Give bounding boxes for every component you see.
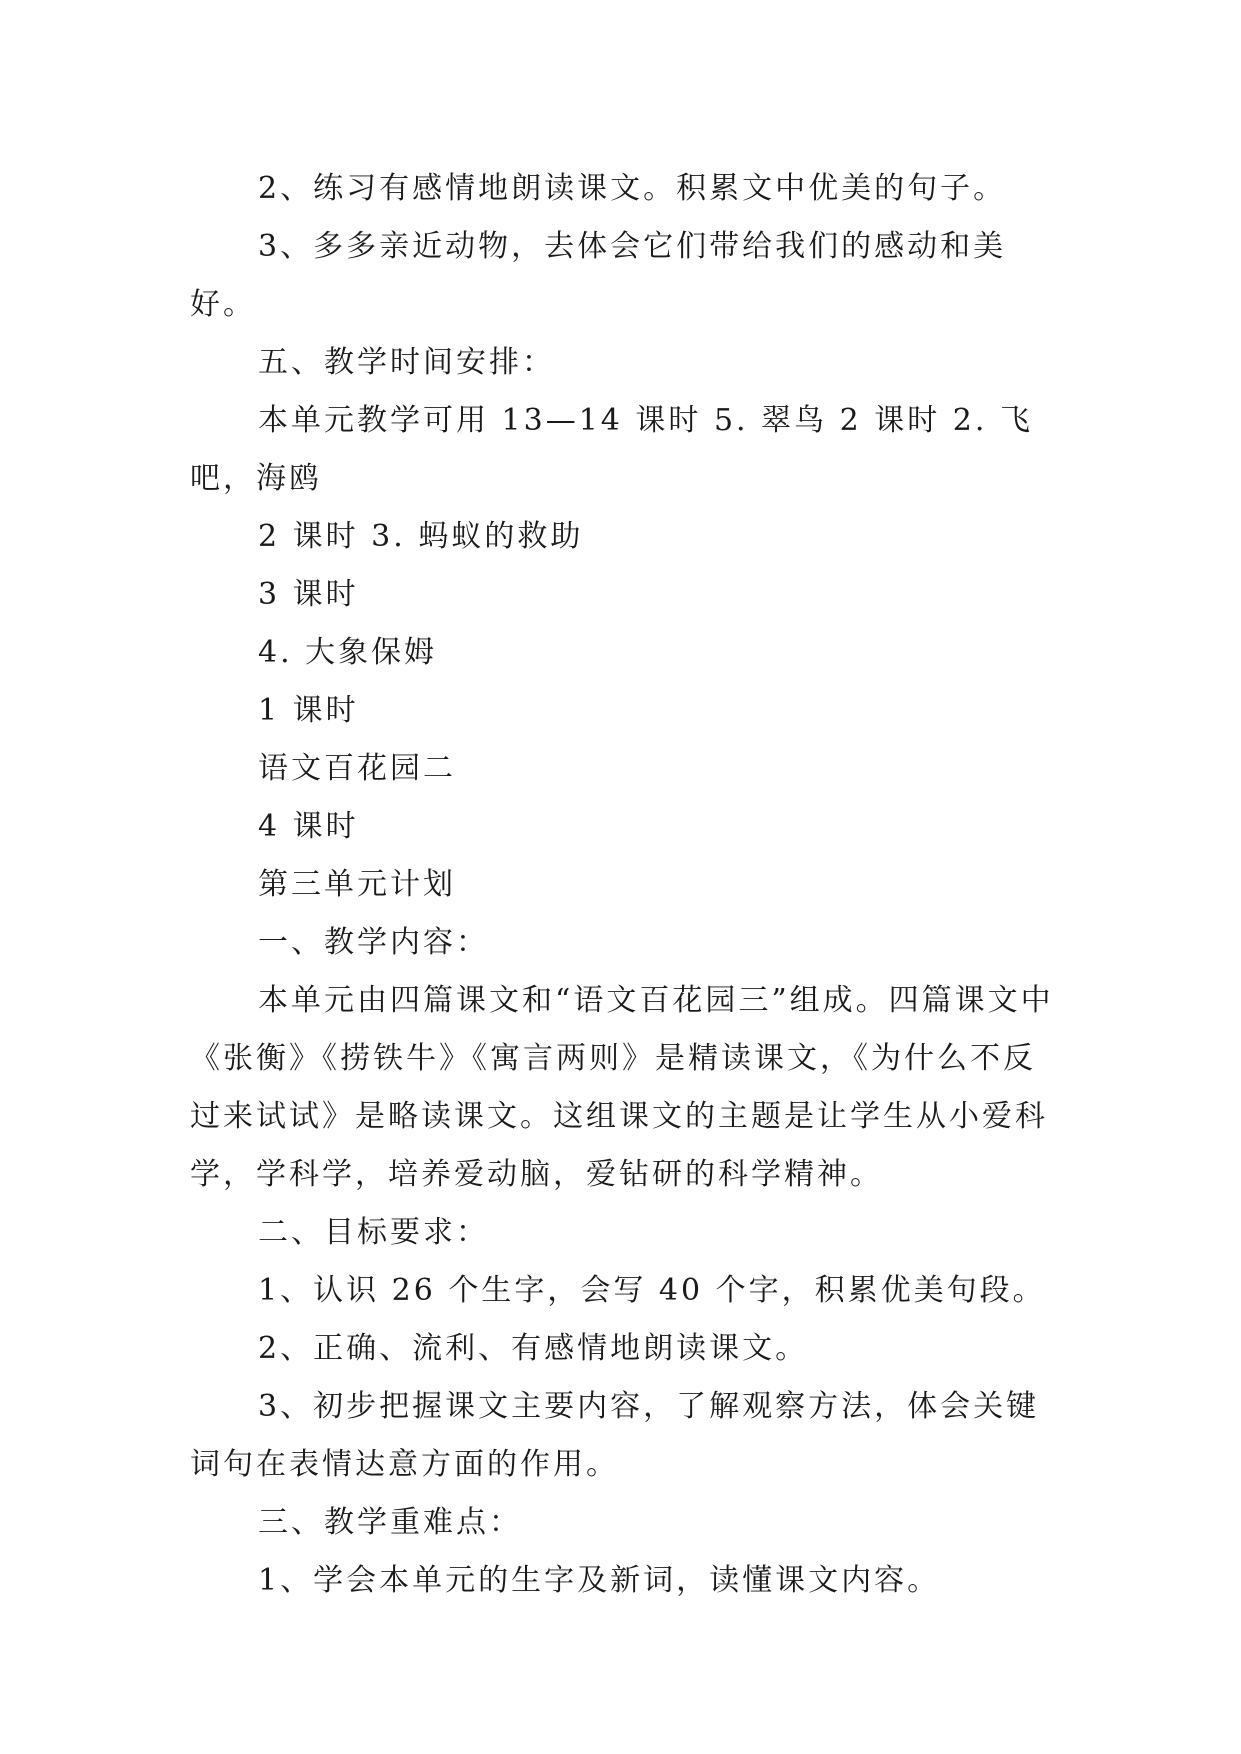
- heading-key-difficulties: 三、教学重难点：: [258, 1505, 522, 1540]
- paragraph-schedule-line-2: 3 课时: [258, 577, 359, 612]
- paragraph-schedule-line-5: 语文百花园二: [258, 751, 456, 786]
- paragraph-requirement-3: 3、初步把握课文主要内容，了解观察方法，体会关键词句在表情达意方面的作用。: [190, 1389, 1040, 1482]
- heading-unit-3-plan: 第三单元计划: [258, 867, 456, 902]
- paragraph-difficulty-1: 1、学会本单元的生字及新词，读懂课文内容。: [258, 1563, 941, 1598]
- paragraph-schedule-line-6: 4 课时: [258, 809, 359, 844]
- paragraph-requirement-1: 1、认识 26 个生字，会写 40 个字，积累优美句段。: [258, 1273, 1046, 1308]
- heading-target-requirements: 二、目标要求：: [258, 1215, 489, 1250]
- paragraph-teaching-content: 本单元由四篇课文和“语文百花园三”组成。四篇课文中《张衡》《捞铁牛》《寓言两则》是精读课文，《为什么不反过来试试》是略读课文。这组课文的主题是让学生从小爱科学，学科学，培养爱动脑，爱钻研的科学精神。: [190, 983, 1054, 1192]
- paragraph-schedule-intro: 本单元教学可用 13—14 课时 5. 翠鸟 2 课时 2. 飞吧，海鸥: [190, 403, 1033, 496]
- heading-teaching-content: 一、教学内容：: [258, 925, 489, 960]
- paragraph-requirement-2: 2、正确、流利、有感情地朗读课文。: [258, 1331, 809, 1366]
- document-body: [190, 160, 1060, 1610]
- heading-schedule: 五、教学时间安排：: [258, 345, 555, 380]
- paragraph-schedule-line-3: 4. 大象保姆: [258, 635, 438, 670]
- paragraph-goal-2: 2、练习有感情地朗读课文。积累文中优美的句子。: [258, 171, 1007, 206]
- paragraph-goal-3: 3、多多亲近动物，去体会它们带给我们的感动和美好。: [190, 229, 1007, 322]
- paragraph-schedule-line-4: 1 课时: [258, 693, 359, 728]
- paragraph-schedule-line-1: 2 课时 3. 蚂蚁的救助: [258, 519, 584, 554]
